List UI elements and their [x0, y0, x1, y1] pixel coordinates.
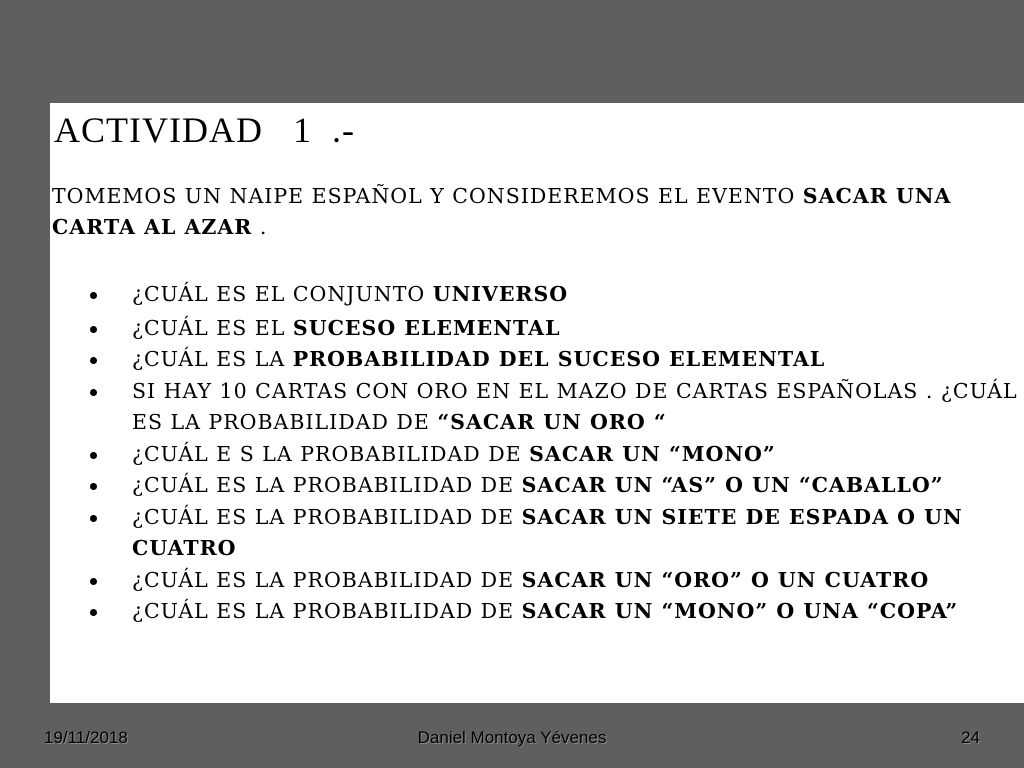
bullet-icon [90, 578, 97, 585]
bullet-icon [90, 609, 97, 616]
bullet-icon [90, 483, 97, 490]
question-bold: SACAR UN “ORO” O UN CUATRO [521, 567, 930, 592]
question-bold: UNIVERSO [432, 282, 569, 306]
bullet-icon [90, 357, 97, 364]
question-text: ¿CUÁL ES EL CONJUNTO [132, 282, 433, 306]
question-item [50, 470, 1020, 502]
question-bold: SUCESO ELEMENTAL [292, 315, 561, 340]
intro-bold-text: SACAR UNA CARTA AL AZAR [52, 184, 952, 239]
question-item [50, 565, 1020, 597]
question-text: ¿CUÁL ES LA [132, 347, 293, 371]
question-item [50, 279, 1020, 311]
slide-content-image [50, 103, 1024, 703]
question-text: ¿CUÁL E S LA PROBABILIDAD DE [132, 441, 530, 466]
bullet-icon [90, 515, 97, 522]
question-bold: SACAR UN SIETE DE ESPADA O UN CUATRO [132, 504, 963, 560]
question-item [50, 596, 1020, 628]
footer-author: Daniel Montoya Yévenes [417, 728, 607, 747]
question-text: ¿CUÁL ES LA PROBABILIDAD DE [132, 599, 522, 623]
question-item [50, 376, 1020, 439]
intro-end: . [252, 215, 268, 239]
bullet-icon [90, 292, 97, 299]
question-text: ¿CUÁL ES LA PROBABILIDAD DE [132, 567, 522, 592]
question-bold: SACAR UN “MONO” [529, 441, 776, 466]
question-item [50, 439, 1020, 471]
footer-date: 19/11/2018 [44, 728, 128, 747]
question-list [50, 279, 1020, 628]
bullet-icon [90, 452, 97, 459]
intro-paragraph [52, 181, 1002, 243]
question-bold: PROBABILIDAD DEL SUCESO ELEMENTAL [292, 347, 826, 371]
intro-text: TOMEMOS UN NAIPE ESPAÑOL Y CONSIDEREMOS EL EVENTO [52, 184, 803, 208]
question-bold: SACAR UN “AS” O UN “CABALLO” [521, 473, 944, 497]
page-number: 24 [961, 728, 980, 747]
question-item [50, 344, 1020, 376]
bullet-icon [90, 326, 97, 333]
question-bold: “SACAR UN ORO “ [437, 410, 667, 434]
slide-title: ACTIVIDAD 1 .- [54, 110, 355, 150]
question-text: SI HAY 10 CARTAS CON ORO EN EL MAZO DE CARTAS ESPAÑOLAS . ¿CUÁL ES LA PROBABILIDAD DE [132, 378, 1018, 434]
question-text: ¿CUÁL ES LA PROBABILIDAD DE [132, 504, 522, 529]
question-bold: SACAR UN “MONO” O UNA “COPA” [521, 599, 959, 623]
question-item [50, 502, 1020, 565]
question-item [50, 313, 1020, 345]
question-text: ¿CUÁL ES LA PROBABILIDAD DE [132, 473, 522, 497]
bullet-icon [90, 389, 97, 396]
question-text: ¿CUÁL ES EL [132, 315, 293, 340]
